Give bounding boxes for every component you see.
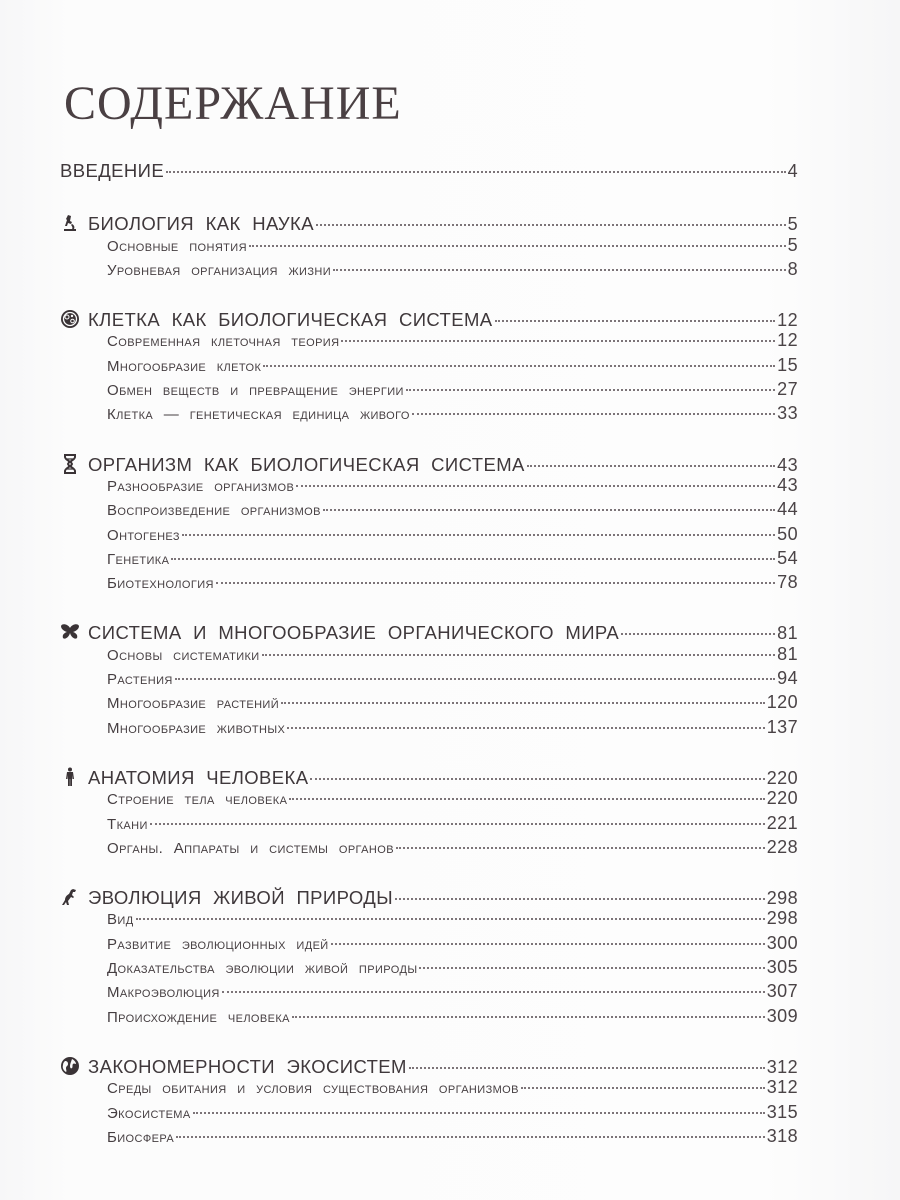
toc-subsection[interactable] bbox=[60, 1006, 798, 1030]
toc-page-number: 33 bbox=[777, 403, 798, 424]
toc-section-label: ЭВОЛЮЦИЯ ЖИВОЙ ПРИРОДЫ bbox=[88, 887, 394, 909]
toc-page-number: 50 bbox=[777, 523, 798, 544]
dot-leader bbox=[176, 1136, 765, 1138]
dna-icon bbox=[60, 454, 80, 474]
toc-subsection[interactable] bbox=[60, 1102, 798, 1126]
dot-leader bbox=[412, 413, 775, 415]
dot-leader bbox=[289, 798, 764, 800]
toc-subsection-label: Разнообразие организмов bbox=[107, 477, 295, 495]
toc-page-number: 221 bbox=[766, 812, 798, 833]
toc-subsection-label: Среды обитания и условия существования организмов bbox=[107, 1080, 519, 1098]
toc-subsection-label: Воспроизведение организмов bbox=[107, 502, 321, 520]
toc-page-number: 54 bbox=[777, 547, 798, 568]
toc-subsection-label: Современная клеточная теория bbox=[107, 333, 340, 351]
toc-page-number: 137 bbox=[766, 716, 798, 737]
toc-subsection[interactable] bbox=[60, 548, 798, 572]
toc-page-number: 318 bbox=[766, 1125, 798, 1146]
toc-subsection-label: Развитие эволюционных идей bbox=[107, 935, 329, 953]
toc-subsection-label: Основные понятия bbox=[107, 237, 247, 255]
toc-page-number: 43 bbox=[777, 474, 798, 495]
toc-section-evolution[interactable] bbox=[60, 884, 798, 908]
human-figure-icon bbox=[60, 767, 80, 787]
dot-leader bbox=[341, 340, 775, 342]
toc-subsection[interactable] bbox=[60, 330, 798, 354]
toc-page-number: 27 bbox=[777, 379, 798, 400]
toc-page-number: 307 bbox=[766, 981, 798, 1002]
toc-subsection[interactable] bbox=[60, 692, 798, 716]
toc-subsection[interactable] bbox=[60, 908, 798, 932]
dot-leader bbox=[222, 991, 765, 993]
dot-leader bbox=[296, 485, 775, 487]
toc-subsection[interactable] bbox=[60, 403, 798, 427]
dot-leader bbox=[182, 534, 775, 536]
toc-subsection[interactable] bbox=[60, 499, 798, 523]
toc-page-number: 94 bbox=[777, 668, 798, 689]
toc-page-number: 5 bbox=[787, 214, 798, 235]
dot-leader bbox=[175, 678, 775, 680]
dot-leader bbox=[262, 654, 776, 656]
dot-leader bbox=[166, 171, 785, 173]
toc-page-number: 309 bbox=[766, 1005, 798, 1026]
toc-page-number: 120 bbox=[766, 692, 798, 713]
toc-subsection[interactable] bbox=[60, 379, 798, 403]
toc-subsection-label: Ткани bbox=[107, 815, 148, 833]
toc-subsection[interactable] bbox=[60, 717, 798, 741]
table-of-contents bbox=[60, 160, 798, 1150]
toc-subsection[interactable] bbox=[60, 981, 798, 1005]
toc-subsection-label: Биосфера bbox=[107, 1128, 175, 1146]
toc-page-number: 220 bbox=[766, 767, 798, 788]
page-title: СОДЕРЖАНИЕ bbox=[64, 77, 402, 130]
toc-page-number: 44 bbox=[777, 499, 798, 520]
toc-subsection[interactable] bbox=[60, 524, 798, 548]
toc-page-number: 312 bbox=[766, 1077, 798, 1098]
toc-section-label: БИОЛОГИЯ КАК НАУКА bbox=[88, 213, 314, 235]
dot-leader bbox=[406, 389, 775, 391]
toc-subsection-label: Многообразие животных bbox=[107, 719, 286, 737]
toc-section-label: КЛЕТКА КАК БИОЛОГИЧЕСКАЯ СИСТЕМА bbox=[88, 309, 493, 331]
toc-subsection[interactable] bbox=[60, 933, 798, 957]
toc-subsection-label: Органы. Аппараты и системы органов bbox=[107, 839, 394, 857]
toc-subsection-label: Многообразие клеток bbox=[107, 357, 262, 375]
toc-subsection[interactable] bbox=[60, 644, 798, 668]
toc-subsection-label: Биотехнология bbox=[107, 575, 214, 593]
toc-page-number: 220 bbox=[766, 788, 798, 809]
toc-subsection-label: Вид bbox=[107, 911, 134, 929]
dot-leader bbox=[193, 1112, 765, 1114]
toc-page-number: 12 bbox=[777, 330, 798, 351]
toc-page-number: 305 bbox=[766, 957, 798, 978]
globe-icon bbox=[60, 1056, 80, 1076]
toc-page-number: 228 bbox=[766, 836, 798, 857]
toc-page-number: 300 bbox=[766, 932, 798, 953]
dot-leader bbox=[281, 702, 765, 704]
dinosaur-icon bbox=[60, 887, 80, 907]
dot-leader bbox=[171, 558, 775, 560]
toc-page-number: 12 bbox=[777, 310, 798, 331]
dot-leader bbox=[527, 465, 775, 467]
dot-leader bbox=[292, 1016, 765, 1018]
toc-page-number: 15 bbox=[777, 354, 798, 375]
toc-subsection[interactable] bbox=[60, 572, 798, 596]
dot-leader bbox=[521, 1087, 765, 1089]
toc-section-anatomy[interactable] bbox=[60, 764, 798, 788]
toc-subsection[interactable] bbox=[60, 1077, 798, 1101]
toc-section-label: ОРГАНИЗМ КАК БИОЛОГИЧЕСКАЯ СИСТЕМА bbox=[88, 453, 525, 475]
toc-page-number: 315 bbox=[766, 1101, 798, 1122]
toc-subsection-label: Генетика bbox=[107, 550, 170, 568]
toc-page-number: 43 bbox=[777, 454, 798, 475]
toc-page-number: 298 bbox=[766, 888, 798, 909]
toc-subsection[interactable] bbox=[60, 837, 798, 861]
toc-subsection-label: Клетка — генетическая единица живого bbox=[107, 406, 410, 424]
toc-section-biology[interactable] bbox=[60, 210, 798, 234]
toc-section-ecosystems[interactable] bbox=[60, 1053, 798, 1077]
toc-subsection[interactable] bbox=[60, 259, 798, 283]
dot-leader bbox=[310, 778, 764, 780]
butterfly-icon bbox=[60, 622, 80, 642]
dot-leader bbox=[216, 582, 775, 584]
toc-page-number: 81 bbox=[777, 643, 798, 664]
dot-leader bbox=[395, 898, 765, 900]
toc-section-label: ЗАКОНОМЕРНОСТИ ЭКОСИСТЕМ bbox=[88, 1055, 407, 1077]
toc-page-number: 5 bbox=[787, 234, 798, 255]
dot-leader bbox=[136, 918, 765, 920]
cell-icon bbox=[60, 309, 80, 329]
toc-page-number: 4 bbox=[787, 161, 798, 181]
toc-subsection[interactable] bbox=[60, 957, 798, 981]
toc-subsection-label: Строение тела человека bbox=[107, 791, 288, 809]
toc-subsection-label: Онтогенез bbox=[107, 526, 180, 544]
toc-subsection[interactable] bbox=[60, 475, 798, 499]
toc-section-cell[interactable] bbox=[60, 306, 798, 330]
toc-subsection-label: Экосистема bbox=[107, 1104, 191, 1122]
toc-subsection-label: Многообразие растений bbox=[107, 695, 280, 713]
microscope-icon bbox=[60, 213, 80, 233]
toc-subsection[interactable] bbox=[60, 813, 798, 837]
toc-subsection[interactable] bbox=[60, 668, 798, 692]
toc-section-label: СИСТЕМА И МНОГООБРАЗИЕ ОРГАНИЧЕСКОГО МИРА bbox=[88, 622, 620, 644]
toc-page-number: 78 bbox=[777, 572, 798, 593]
toc-section-label: АНАТОМИЯ ЧЕЛОВЕКА bbox=[88, 766, 309, 788]
toc-subsection[interactable] bbox=[60, 355, 798, 379]
toc-subsection-label: Происхождение человека bbox=[107, 1008, 290, 1026]
toc-entry-intro[interactable] bbox=[60, 160, 798, 184]
toc-subsection-label: Уровневая организация жизни bbox=[107, 261, 332, 279]
toc-page-number: 81 bbox=[777, 623, 798, 644]
toc-subsection[interactable] bbox=[60, 788, 798, 812]
toc-subsection-label: Основы систематики bbox=[107, 646, 260, 664]
toc-subsection[interactable] bbox=[60, 1126, 798, 1150]
dot-leader bbox=[495, 320, 776, 322]
toc-entry-label: ВВЕДЕНИЕ bbox=[60, 160, 165, 181]
toc-subsection[interactable] bbox=[60, 235, 798, 259]
dot-leader bbox=[150, 823, 765, 825]
dot-leader bbox=[621, 633, 775, 635]
toc-page-number: 312 bbox=[766, 1056, 798, 1077]
dot-leader bbox=[323, 509, 775, 511]
dot-leader bbox=[263, 365, 775, 367]
toc-section-organism[interactable] bbox=[60, 451, 798, 475]
toc-subsection-label: Доказательства эволюции живой природы bbox=[107, 960, 418, 978]
dot-leader bbox=[419, 967, 764, 969]
toc-subsection-label: Обмен веществ и превращение энергии bbox=[107, 382, 404, 400]
dot-leader bbox=[409, 1067, 765, 1069]
dot-leader bbox=[287, 727, 765, 729]
toc-page-number: 298 bbox=[766, 908, 798, 929]
toc-page-number: 8 bbox=[787, 258, 798, 279]
dot-leader bbox=[333, 269, 786, 271]
dot-leader bbox=[331, 943, 765, 945]
dot-leader bbox=[316, 224, 786, 226]
dot-leader bbox=[249, 245, 786, 247]
toc-subsection-label: Макроэволюция bbox=[107, 984, 220, 1002]
toc-subsection-label: Растения bbox=[107, 671, 173, 689]
dot-leader bbox=[396, 847, 765, 849]
toc-section-systematics[interactable] bbox=[60, 619, 798, 643]
